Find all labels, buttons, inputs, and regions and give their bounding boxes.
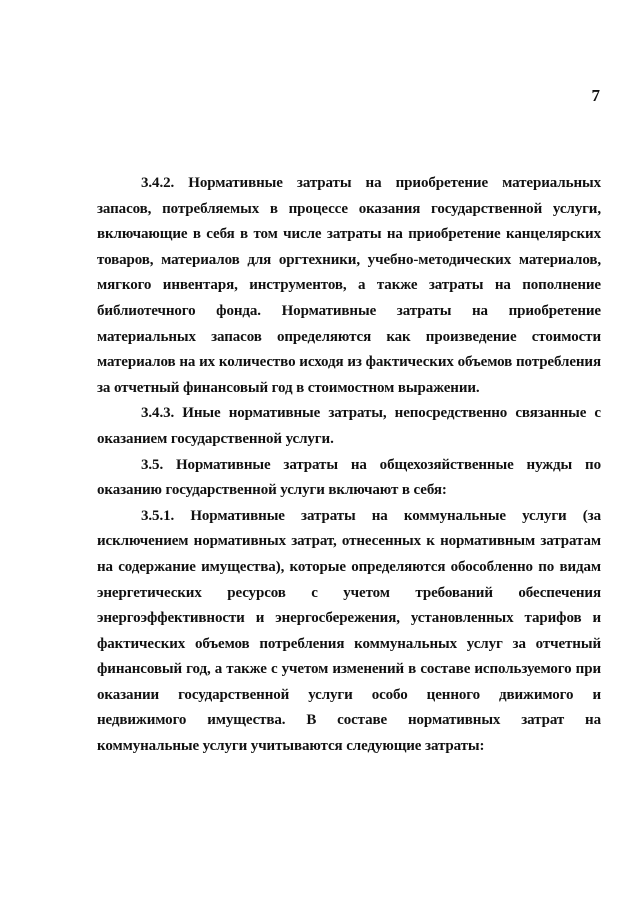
document-body xyxy=(97,171,601,760)
paragraph-3-5-1: 3.5.1. Нормативные затраты на коммунальные услуги (за исключением нормативных затрат, отнесенных к нормативным затратам на содержание имущества), которые определяются обособленно по видам энергетических ресурсов с учетом требований обеспечения энергоэффективности и энергосбережения, установленных тарифов и фактических объемов потребления коммунальных услуг за отчетный финансовый год, а также с учетом изменений в составе используемого при оказании государственной услуги особо ценного движимого и недвижимого имущества. В составе нормативных затрат на коммунальные услуги учитываются следующие затраты: xyxy=(97,507,601,755)
paragraph-3-4-2: 3.4.2. Нормативные затраты на приобретение материальных запасов, потребляемых в процессе оказания государственной услуги, включающие в себя в том числе затраты на приобретение канцелярских товаров, материалов для оргтехники, учебно-методических материалов, мягкого инвентаря, инструментов, а также затраты на пополнение библиотечного фонда. Нормативные затраты на приобретение материальных запасов определяются как произведение стоимости материалов на их количество исходя из фактических объемов потребления за отчетный финансовый год в стоимостном выражении. xyxy=(97,175,601,396)
paragraph-3-5: 3.5. Нормативные затраты на общехозяйственные нужды по оказанию государственной услуги включают в себя: xyxy=(97,456,601,499)
page-number: 7 xyxy=(591,86,600,105)
paragraph-3-4-3: 3.4.3. Иные нормативные затраты, непосредственно связанные с оказанием государственной услуги. xyxy=(97,405,601,447)
